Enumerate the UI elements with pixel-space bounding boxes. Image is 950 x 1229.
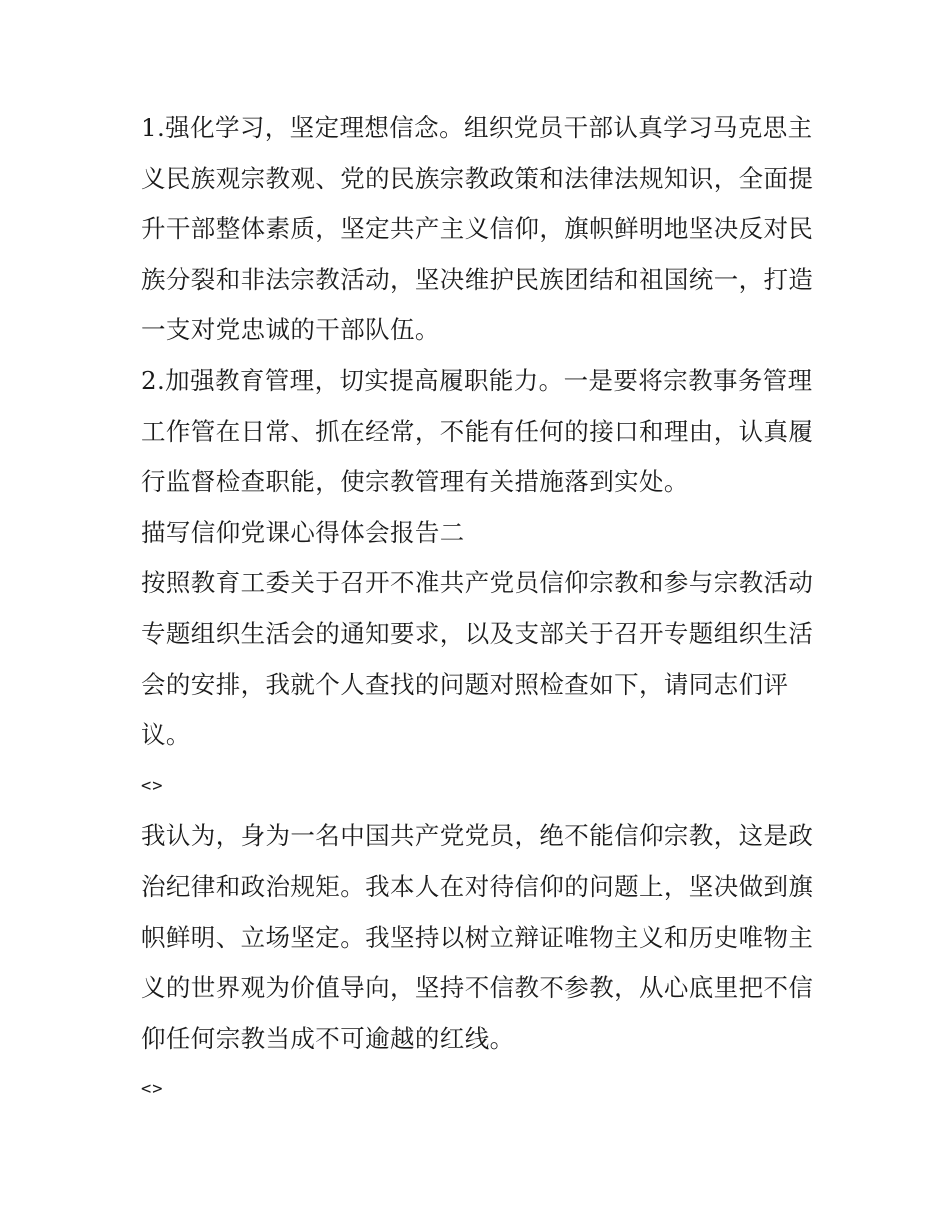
paragraph-strengthen-study: 1.强化学习，坚定理想信念。组织党员干部认真学习马克思主义民族观宗教观、党的民族宗教政策和法律法规知识，全面提升干部整体素质，坚定共产主义信仰，旗帜鲜明地坚决反对民族分裂和非法宗教活动，坚决维护民族团结和祖国统一，打造一支对党忠诚的干部队伍。 xyxy=(141,113,814,345)
document-body xyxy=(141,103,821,1115)
paragraph-education-management: 2.加强教育管理，切实提高履职能力。一是要将宗教事务管理工作管在日常、抓在经常，不能有任何的接口和理由，认真履行监督检查职能，使宗教管理有关措施落到实处。 xyxy=(141,365,814,497)
section-heading: 描写信仰党课心得体会报告二 xyxy=(141,517,465,547)
paragraph-meeting-notice: 按照教育工委关于召开不准共产党员信仰宗教和参与宗教活动专题组织生活会的通知要求，以及支部关于召开专题组织生活会的安排，我就个人查找的问题对照检查如下，请同志们评议。 xyxy=(141,568,814,750)
paragraph-personal-stance: 我认为，身为一名中国共产党党员，绝不能信仰宗教，这是政治纪律和政治规矩。我本人在对待信仰的问题上，坚决做到旗帜鲜明、立场坚定。我坚持以树立辩证唯物主义和历史唯物主义的世界观为价值导向，坚持不信教不参教，从心底里把不信仰任何宗教当成不可逾越的红线。 xyxy=(141,821,814,1053)
placeholder-marker: <> xyxy=(141,1079,164,1100)
placeholder-marker: <> xyxy=(141,775,164,796)
